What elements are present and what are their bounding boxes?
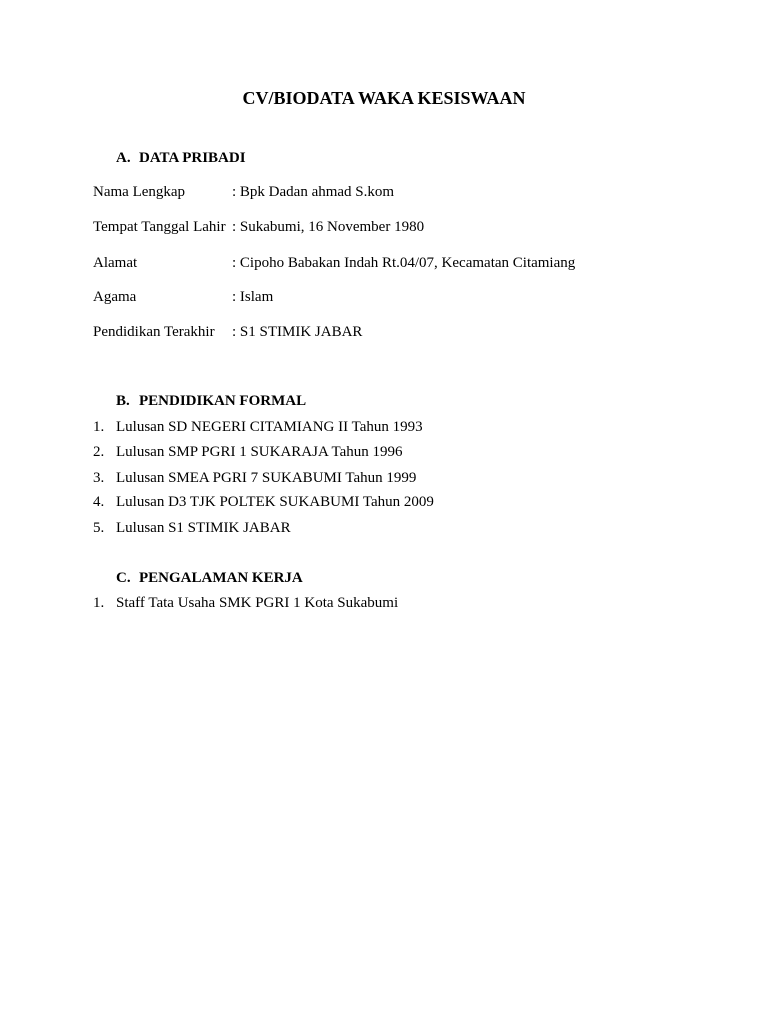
- section-letter: A.: [116, 150, 131, 166]
- section-title: PENDIDIKAN FORMAL: [139, 393, 307, 409]
- list-text: Staff Tata Usaha SMK PGRI 1 Kota Sukabumi: [116, 595, 399, 611]
- field-value: : Sukabumi, 16 November 1980: [232, 219, 425, 235]
- section-title: DATA PRIBADI: [139, 150, 246, 166]
- field-row-nama-lengkap: [93, 184, 733, 201]
- list-item: [93, 470, 416, 487]
- list-item: [93, 595, 398, 612]
- section-letter: B.: [116, 393, 130, 409]
- list-text: Lulusan S1 STIMIK JABAR: [116, 520, 291, 536]
- list-item: [93, 419, 423, 436]
- list-text: Lulusan SMP PGRI 1 SUKARAJA Tahun 1996: [116, 444, 403, 460]
- section-title: PENGALAMAN KERJA: [139, 570, 303, 586]
- field-value: : Cipoho Babakan Indah Rt.04/07, Kecamatan Citamiang: [232, 255, 576, 271]
- list-number: 5.: [93, 520, 105, 536]
- field-label: Tempat Tanggal Lahir: [93, 219, 226, 235]
- list-item: [93, 444, 403, 461]
- list-number: 4.: [93, 494, 105, 510]
- section-letter: C.: [116, 570, 131, 586]
- field-label: Alamat: [93, 255, 138, 271]
- field-row-tempat-tanggal-lahir: [93, 219, 733, 236]
- document-title: CV/BIODATA WAKA KESISWAAN: [242, 88, 526, 108]
- list-number: 1.: [93, 419, 105, 435]
- section-heading-pendidikan-formal: [116, 393, 306, 410]
- list-item: [93, 494, 434, 511]
- field-label: Pendidikan Terakhir: [93, 324, 215, 340]
- list-item: [93, 520, 291, 537]
- field-label: Agama: [93, 289, 137, 305]
- list-text: Lulusan SMEA PGRI 7 SUKABUMI Tahun 1999: [116, 470, 417, 486]
- list-number: 1.: [93, 595, 105, 611]
- field-row-agama: [93, 289, 733, 306]
- list-text: Lulusan SD NEGERI CITAMIANG II Tahun 1993: [116, 419, 423, 435]
- section-heading-pengalaman-kerja: [116, 570, 303, 587]
- field-label: Nama Lengkap: [93, 184, 186, 200]
- section-heading-data-pribadi: [116, 150, 246, 167]
- list-number: 2.: [93, 444, 105, 460]
- field-value: : Islam: [232, 289, 274, 305]
- field-row-alamat: [93, 255, 733, 272]
- field-value: : S1 STIMIK JABAR: [232, 324, 363, 340]
- field-row-pendidikan-terakhir: [93, 324, 733, 341]
- field-value: : Bpk Dadan ahmad S.kom: [232, 184, 395, 200]
- list-text: Lulusan D3 TJK POLTEK SUKABUMI Tahun 2009: [116, 494, 434, 510]
- list-number: 3.: [93, 470, 105, 486]
